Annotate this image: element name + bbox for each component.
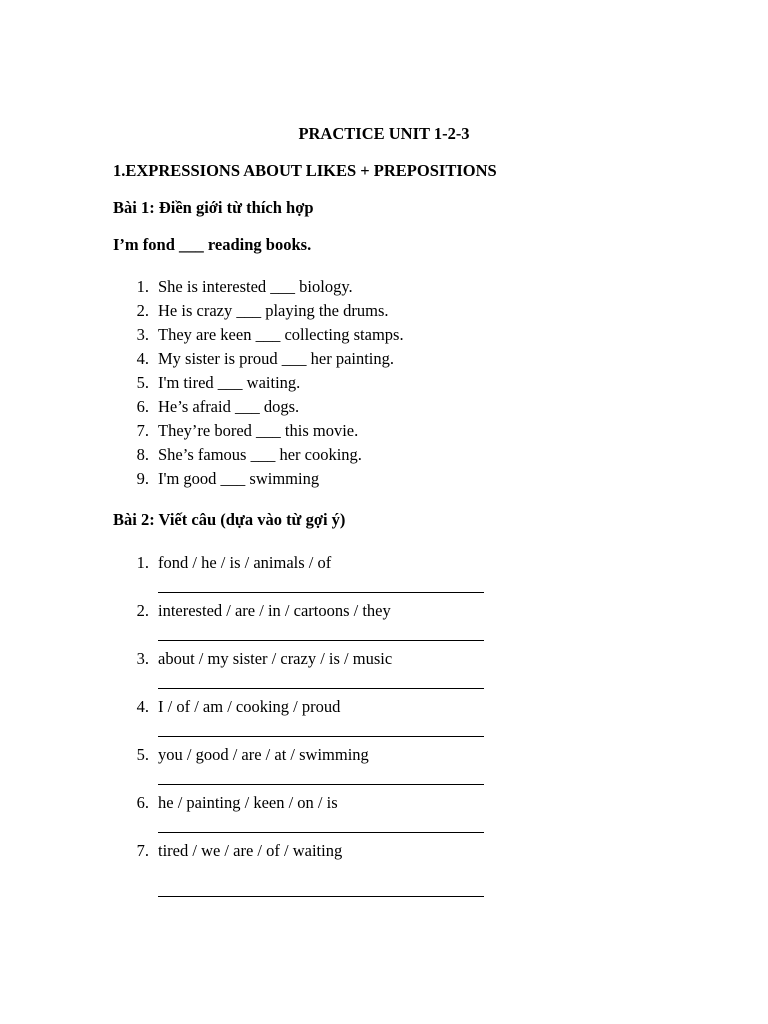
item-number: 6. xyxy=(136,397,149,416)
item-prompt: he / painting / keen / on / is xyxy=(158,793,338,812)
answer-blank-line[interactable] xyxy=(158,592,484,593)
item-text: I'm tired ___ waiting. xyxy=(158,373,301,392)
item-text: They are keen ___ collecting stamps. xyxy=(158,325,404,344)
item-text: I'm good ___ swimming xyxy=(158,469,320,488)
item-number: 8. xyxy=(136,445,149,464)
exercise2-item xyxy=(113,697,392,745)
exercise1-item xyxy=(113,469,404,493)
exercise1-item xyxy=(113,349,404,373)
item-number: 7. xyxy=(136,841,149,860)
item-number: 9. xyxy=(136,469,149,488)
item-number: 1. xyxy=(136,553,149,572)
exercise2-item xyxy=(113,841,392,905)
item-number: 3. xyxy=(136,325,149,344)
exercise1-heading: Bài 1: Điền giới từ thích hợp xyxy=(113,198,314,217)
answer-blank-line[interactable] xyxy=(158,832,484,833)
answer-blank-line[interactable] xyxy=(158,640,484,641)
exercise1-item xyxy=(113,421,404,445)
item-number: 2. xyxy=(136,301,149,320)
item-number: 5. xyxy=(136,373,149,392)
exercise2-heading: Bài 2: Viết câu (dựa vào từ gợi ý) xyxy=(113,510,346,529)
item-number: 6. xyxy=(136,793,149,812)
item-text: They’re bored ___ this movie. xyxy=(158,421,359,440)
item-number: 4. xyxy=(136,697,149,716)
item-prompt: tired / we / are / of / waiting xyxy=(158,841,343,860)
item-text: My sister is proud ___ her painting. xyxy=(158,349,395,368)
answer-blank-line[interactable] xyxy=(158,688,484,689)
item-prompt: I / of / am / cooking / proud xyxy=(158,697,341,716)
answer-blank-line[interactable] xyxy=(158,896,484,897)
exercise2-list xyxy=(113,553,392,905)
item-number: 7. xyxy=(136,421,149,440)
exercise1-item xyxy=(113,277,404,301)
item-prompt: about / my sister / crazy / is / music xyxy=(158,649,393,668)
exercise1-item xyxy=(113,325,404,349)
item-prompt: interested / are / in / cartoons / they xyxy=(158,601,391,620)
exercise2-item xyxy=(113,649,392,697)
exercise1-item xyxy=(113,373,404,397)
exercise1-item xyxy=(113,397,404,421)
item-number: 4. xyxy=(136,349,149,368)
exercise2-item xyxy=(113,553,392,601)
item-text: She’s famous ___ her cooking. xyxy=(158,445,362,464)
exercise1-example: I’m fond ___ reading books. xyxy=(113,235,312,254)
item-number: 1. xyxy=(136,277,149,296)
item-number: 3. xyxy=(136,649,149,668)
exercise1-list xyxy=(113,277,404,493)
page-title: PRACTICE UNIT 1-2-3 xyxy=(298,124,470,143)
item-number: 5. xyxy=(136,745,149,764)
section-heading: 1.EXPRESSIONS ABOUT LIKES + PREPOSITIONS xyxy=(113,161,497,180)
item-number: 2. xyxy=(136,601,149,620)
item-text: He’s afraid ___ dogs. xyxy=(158,397,300,416)
exercise1-item xyxy=(113,445,404,469)
answer-blank-line[interactable] xyxy=(158,784,484,785)
item-prompt: you / good / are / at / swimming xyxy=(158,745,369,764)
exercise2-item xyxy=(113,793,392,841)
exercise2-item xyxy=(113,745,392,793)
answer-blank-line[interactable] xyxy=(158,736,484,737)
item-prompt: fond / he / is / animals / of xyxy=(158,553,332,572)
exercise2-item xyxy=(113,601,392,649)
item-text: She is interested ___ biology. xyxy=(158,277,353,296)
exercise1-item xyxy=(113,301,404,325)
item-text: He is crazy ___ playing the drums. xyxy=(158,301,389,320)
